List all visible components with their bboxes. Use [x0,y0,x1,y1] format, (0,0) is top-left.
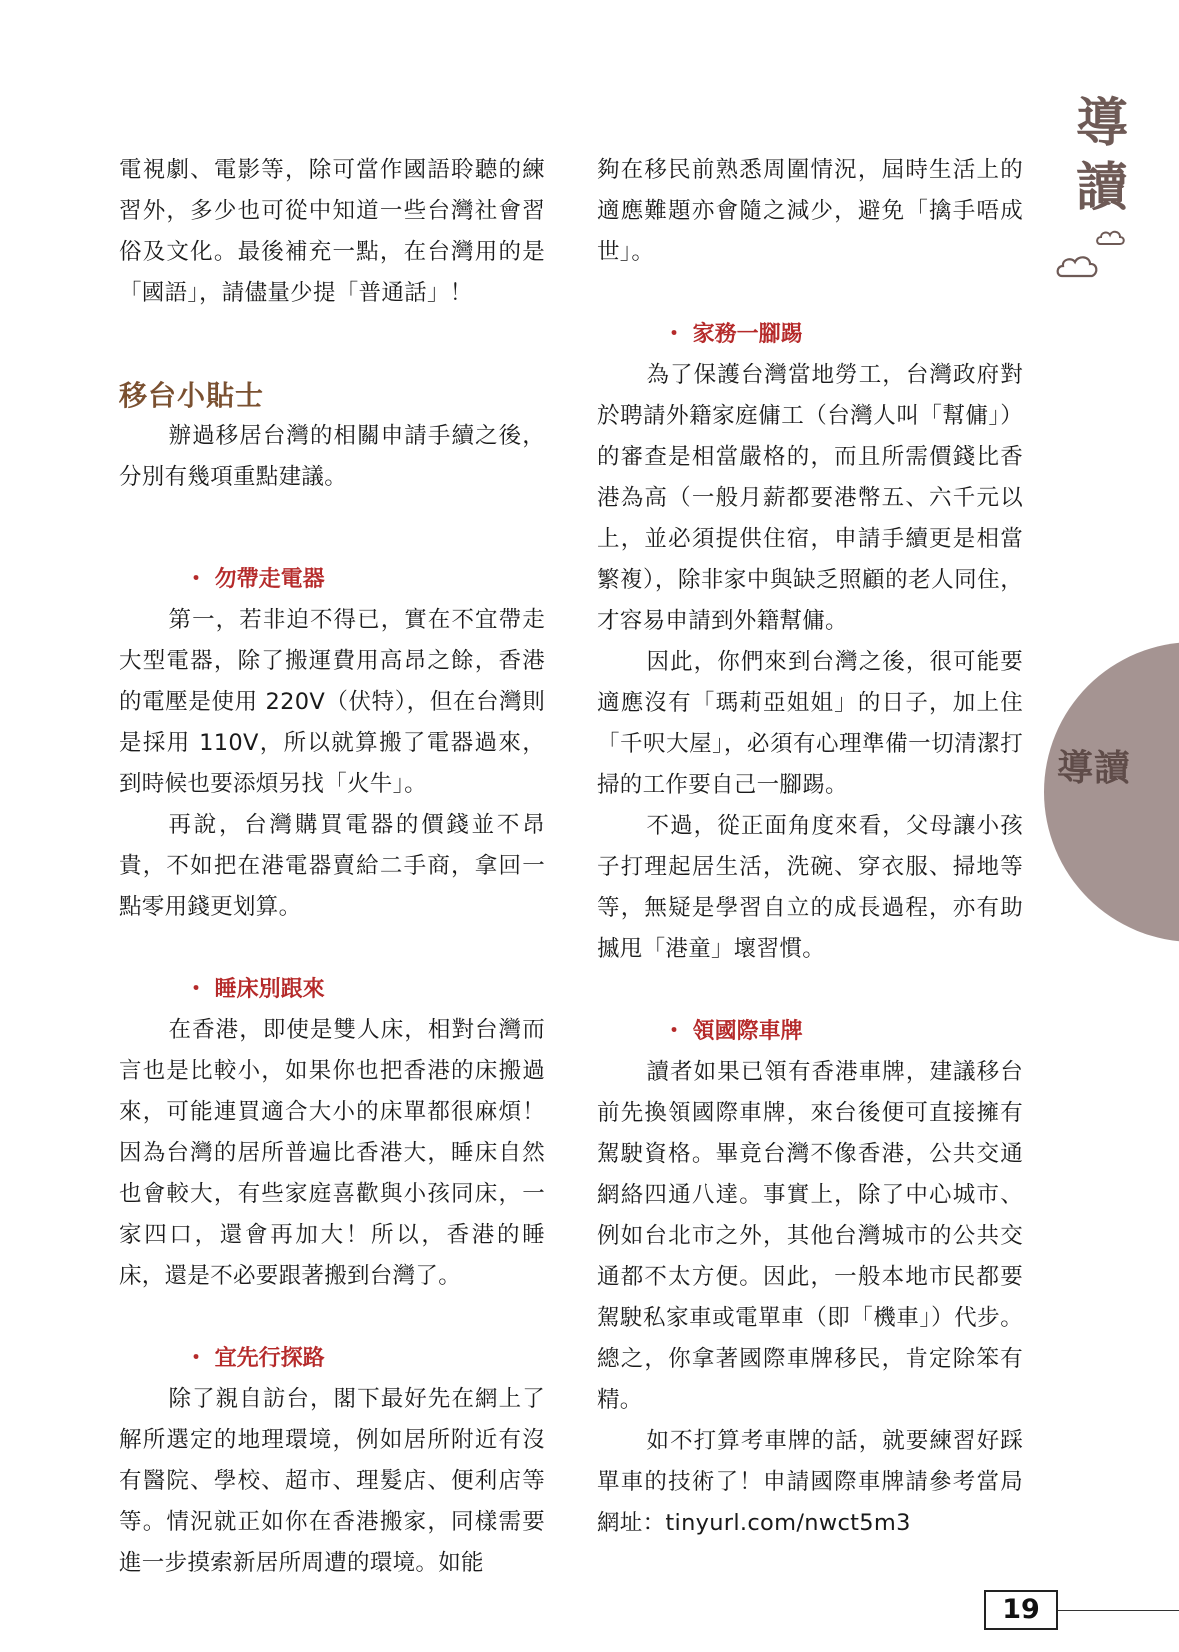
paragraph: 因此，你們來到台灣之後，很可能要適應沒有「瑪莉亞姐姐」的日子，加上住「千呎大屋」，必須有心理準備一切清潔打掃的工作要自己一腳踢。 [597,649,1023,798]
paragraph: 如不打算考車牌的話，就要練習好踩單車的技術了！申請國際車牌請參考當局網址：tinyurl.com/nwct5m3 [597,1428,1023,1536]
paragraph: 在香港，即使是雙人床，相對台灣而言也是比較小，如果你也把香港的床搬過來，可能連買適合大小的床單都很麻煩！因為台灣的居所普遍比香港大，睡床自然也會較大，有些家庭喜歡與小孩同床，一家四口，還會再加大！所以，香港的睡床，還是不必要跟著搬到台灣了。 [119,1017,545,1289]
paragraph: 再說，台灣購買電器的價錢並不昂貴，不如把在港電器賣給二手商，拿回一點零用錢更划算。 [119,812,545,920]
paragraph: 第一，若非迫不得已，實在不宜帶走大型電器，除了搬運費用高昂之餘，香港的電壓是使用 220V（伏特），但在台灣則是採用 110V，所以就算搬了電器過來，到時候也要添煩另找「火牛」。 [119,607,545,797]
left-column [119,150,545,1584]
subsection-title: ・ 領國際車牌 [663,1019,803,1044]
side-heading-char-2: 讀 [1075,158,1128,218]
paragraph: 為了保護台灣當地勞工，台灣政府對於聘請外籍家庭傭工（台灣人叫「幫傭」）的審查是相當嚴格的，而且所需價錢比香港為高（一般月薪都要港幣五、六千元以上，並必須提供住宿，申請手續更是相當繁複），除非家中與缺乏照顧的老人同住，才容易申請到外籍幫傭。 [597,362,1023,634]
subsection-title: ・ 宜先行探路 [185,1346,325,1371]
side-heading [1064,92,1140,220]
side-heading-char-1: 導 [1075,94,1128,154]
cloud-icon [1054,226,1130,286]
subsection-title: ・ 勿帶走電器 [185,567,325,592]
paragraph: 辦過移居台灣的相關申請手續之後，分別有幾項重點建議。 [119,423,545,490]
subsection-title: ・ 家務一腳踢 [663,322,803,347]
paragraph: 除了親自訪台，閣下最好先在網上了解所選定的地理環境，例如居所附近有沒有醫院、學校、超市、理髮店、便利店等等。情況就正如你在香港搬家，同樣需要進一步摸索新居所周遭的環境。如能 [119,1386,545,1576]
right-column [597,150,1023,1544]
page-number: 19 [984,1590,1058,1630]
subsection-title: ・ 睡床別跟來 [185,977,325,1002]
footer-rule [1058,1610,1179,1611]
section-title: 移台小貼士 [119,379,265,412]
chapter-tab [1044,642,1179,942]
chapter-tab-label: 導讀 [1057,748,1132,789]
paragraph: 電視劇、電影等，除可當作國語聆聽的練習外，多少也可從中知道一些台灣社會習俗及文化。最後補充一點，在台灣用的是「國語」，請儘量少提「普通話」！ [119,157,545,306]
paragraph: 讀者如果已領有香港車牌，建議移台前先換領國際車牌，來台後便可直接擁有駕駛資格。畢竟台灣不像香港，公共交通網絡四通八達。事實上，除了中心城市、例如台北市之外，其他台灣城市的公共交通都不太方便。因此，一般本地市民都要駕駛私家車或電單車（即「機車」）代步。總之，你拿著國際車牌移民，肯定除笨有精。 [597,1059,1023,1413]
paragraph: 夠在移民前熟悉周圍情況，屆時生活上的適應難題亦會隨之減少，避免「擒手唔成世」。 [597,157,1023,265]
paragraph: 不過，從正面角度來看，父母讓小孩子打理起居生活，洗碗、穿衣服、掃地等等，無疑是學習自立的成長過程，亦有助摵甩「港童」壞習慣。 [597,813,1023,962]
